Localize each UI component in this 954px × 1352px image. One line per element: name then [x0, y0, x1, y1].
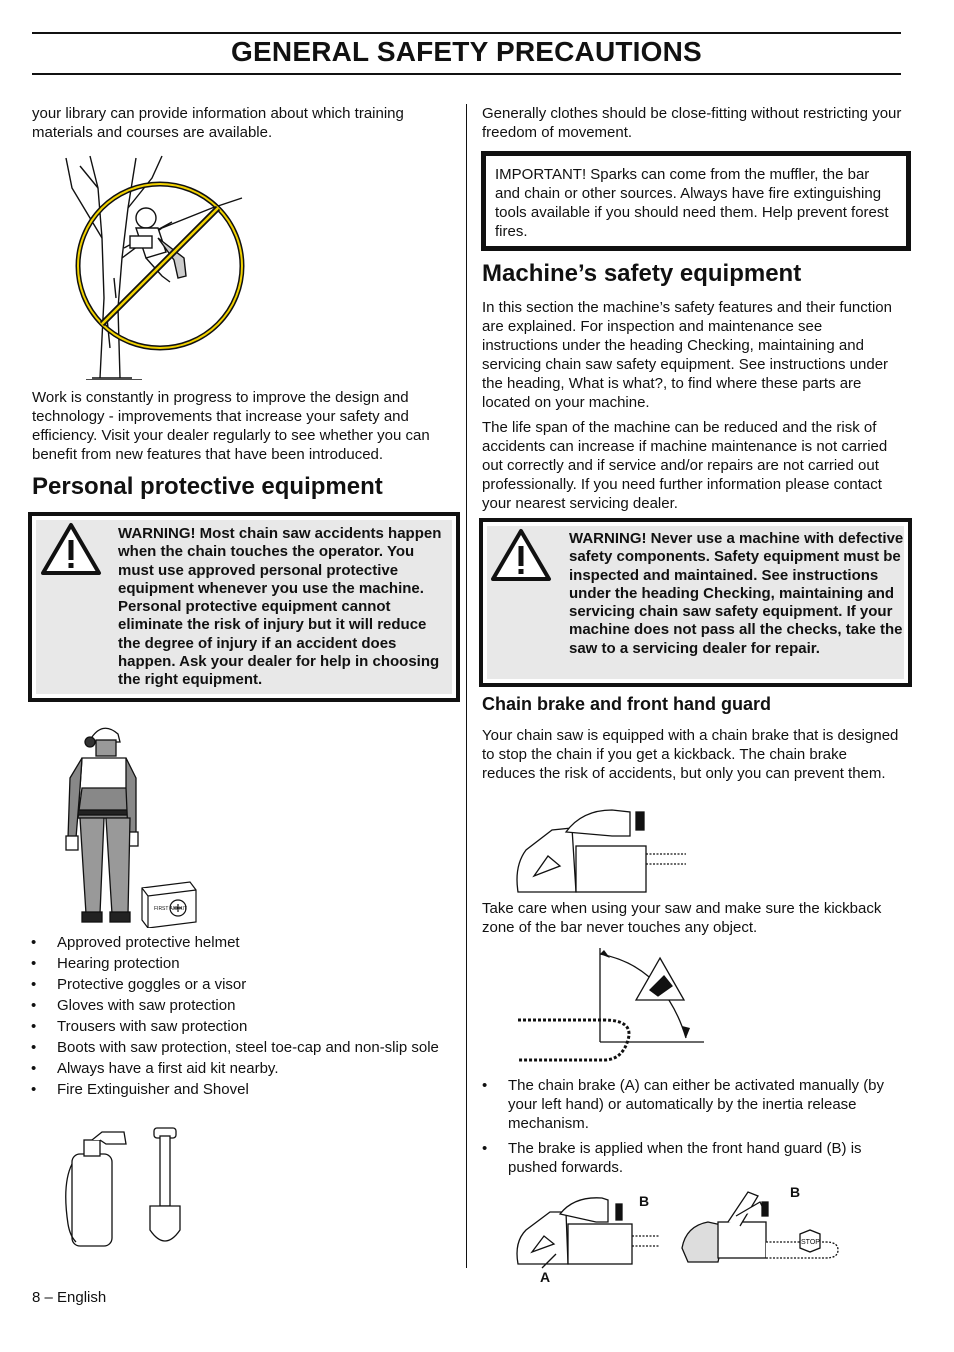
list-item: • Always have a first aid kit nearby.: [31, 1059, 451, 1078]
clothes-paragraph: Generally clothes should be close-fitting without restricting your freedom of movement.: [482, 105, 902, 141]
list-item: • Protective goggles or a visor: [31, 975, 451, 994]
machine-paragraph-2: The life span of the machine can be reduced and the risk of accidents can increase if machine maintenance is not carried out correctly and if service and/or repairs are not carried out professionally. If you need further information please contact your nearest servicing dealer.: [482, 419, 888, 512]
machine-paragraph-1: In this section the machine’s safety features and their function are explained. For inspection and maintenance see instructions under the heading Checking, maintaining and servicing chain saw safety equipment. See instructions under the heading, What is what?, to find where these parts are located on your machine.: [482, 299, 892, 411]
list-item: • The brake is applied when the front hand guard (B) is pushed forwards.: [482, 1139, 902, 1177]
brake-list: [482, 1076, 902, 1179]
ppe-list: [31, 933, 451, 1101]
machine-warning-text: WARNING! Never use a machine with defective safety components. Safety equipment must be inspected and maintained. See instructions under the heading Checking, maintaining and servicing chain saw safety equipment. If your machine does not pass all the checks, take the saw to a servicing dealer for repair.: [569, 530, 904, 657]
intro-paragraph: your library can provide information about which training materials and courses are available.: [32, 105, 404, 141]
column-divider: [466, 104, 467, 1268]
ppe-heading: Personal protective equipment: [32, 473, 383, 500]
list-item: • The chain brake (A) can either be activated manually (by your left hand) or automatically by the inertia release mechanism.: [482, 1076, 902, 1133]
header-top-rule: [32, 32, 901, 34]
ppe-warning-text: WARNING! Most chain saw accidents happen when the chain touches the operator. You must use approved personal protective equipment whenever you use the machine. Personal protective equipment cannot eliminate the risk of injury but it will reduce the degree of injury if an accident does happen. Ask your dealer for help in choosing the right equipment.: [118, 525, 442, 689]
page-footer: 8 – English: [32, 1289, 107, 1306]
list-item: • Hearing protection: [31, 954, 451, 973]
list-item: • Approved protective helmet: [31, 933, 451, 952]
list-item: • Gloves with saw protection: [31, 996, 451, 1015]
warning-triangle-icon: [40, 522, 102, 576]
chainsaw-brake-illustration: [512, 806, 688, 898]
chain-brake-paragraph: Your chain saw is equipped with a chain brake that is designed to stop the chain if you get a kickback. The chain brake reduces the risk of accidents, but only you can prevent them.: [482, 727, 899, 782]
label-b-left: B: [639, 1193, 650, 1209]
first-aid-kit-label: FIRST AID KIT: [154, 906, 187, 912]
header-bottom-rule: [32, 73, 901, 75]
chain-brake-heading: Chain brake and front hand guard: [482, 694, 772, 714]
list-item: • Trousers with saw protection: [31, 1017, 451, 1036]
work-paragraph: Work is constantly in progress to improve the design and technology - improvements that increase your safety and efficiency. Visit your dealer regularly to see whether you can benefit from new features that have been introduced.: [32, 389, 430, 463]
protective-gear-illustration: [60, 718, 200, 928]
page-title: GENERAL SAFETY PRECAUTIONS: [231, 36, 702, 67]
machine-safety-heading: Machine’s safety equipment: [482, 260, 802, 287]
chainsaw-brake-applied-illustration: [678, 1186, 842, 1266]
important-box: IMPORTANT! Sparks can come from the muffler, the bar and chain or other sources. Always have fire extinguishing tools available if you should need them. Help prevent forest fires.: [481, 151, 911, 251]
warning-triangle-icon: [490, 528, 552, 582]
label-a: A: [540, 1269, 551, 1285]
extinguisher-and-shovel-illustration: [62, 1124, 202, 1254]
no-tree-climbing-illustration: [62, 148, 252, 380]
kickback-zone-illustration: [514, 946, 706, 1068]
list-item: • Boots with saw protection, steel toe-cap and non-slip sole: [31, 1038, 451, 1057]
label-b-right: B: [790, 1184, 801, 1200]
stop-sign-label: STOP: [801, 1239, 820, 1246]
kickback-paragraph: Take care when using your saw and make sure the kickback zone of the bar never touches any object.: [482, 900, 882, 936]
list-item: • Fire Extinguisher and Shovel: [31, 1080, 451, 1099]
